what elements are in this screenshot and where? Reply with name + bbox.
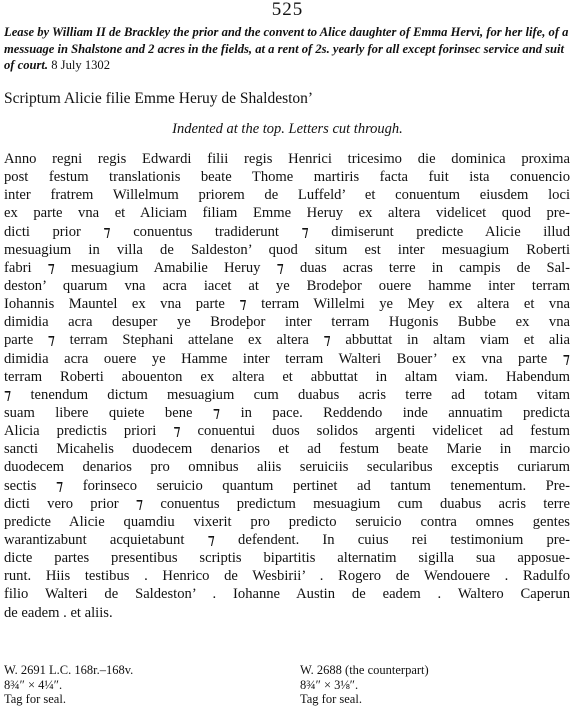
- indented-note: Indented at the top. Letters cut through.: [172, 121, 403, 137]
- page-number: 525: [271, 0, 304, 20]
- charter-text: [4, 150, 570, 622]
- text-line: dicte partes presentibus scriptis bipartitis alternatim sigilla sua apposue-: [4, 550, 570, 567]
- text-line: predicte Alicie quamdiu vixerit pro predicto seruicio contra omnes gentes: [4, 513, 570, 530]
- text-line: parte ⁊ terram Stephani attelane ex altera ⁊ abbuttat in altam viam et alia: [4, 332, 570, 349]
- text-line: Anno regni regis Edwardi filii regis Henrici tricesimo die dominica proxima: [4, 151, 570, 167]
- text-line: de eadem . et aliis.: [4, 604, 113, 621]
- footer-right: [300, 663, 429, 707]
- text-line: filio Walteri de Saldeston’ . Iohanne Austin de eadem . Waltero Caperun: [4, 586, 570, 603]
- text-line: deston’ quarum vna acra iacet at ye Brodeþor ouere hamme inter terram: [4, 277, 570, 294]
- footer-left: [4, 663, 133, 707]
- footer-right-seal: Tag for seal.: [300, 692, 362, 706]
- text-line: mesuagium in villa de Saldeston’ quod situm est inter mesuagium Roberti: [4, 241, 570, 258]
- scriptum-line: Scriptum Alicie filie Emme Heruy de Shaldeston’: [4, 90, 314, 107]
- text-line: suam libere quiete bene ⁊ in pace. Reddendo inde annuatim predicta: [4, 404, 570, 421]
- text-line: ⁊ tenendum dictum mesuagium cum duabus acris terre ad totam vitam: [4, 386, 570, 403]
- text-line: dimidia acra ouere ye Hamme inter terram Walteri Bouer’ ex vna parte ⁊: [4, 350, 570, 367]
- text-line: fabri ⁊ mesuagium Amabilie Heruy ⁊ duas acras terre in campis de Sal-: [4, 259, 570, 276]
- text-line: Alicia predictis priori ⁊ conuentui duos solidos argenti videlicet ad festum: [4, 423, 570, 440]
- heading-text: Lease by William II de Brackley the prior and the convent to Alice daughter of Emma Hervi, for her life, of a messuage in Shalstone and 2 acres in the fields, at a rent of 2s. yearly for all except forinsec service and suit of court.: [4, 25, 569, 72]
- text-line: warantizabunt acquietabunt ⁊ defendent. In cuius rei testimonium pre-: [4, 531, 570, 548]
- text-line: Iohannis Mauntel ex vna parte ⁊ terram Willelmi ye Mey ex altera et vna: [4, 296, 570, 313]
- text-line: post festum translationis beate Thome martiris facta fuit ista conuencio: [4, 169, 570, 186]
- footer-right-ref: W. 2688 (the counterpart): [300, 663, 429, 677]
- text-line: terram Roberti abouenton ex altera et abbuttat in altam viam. Habendum: [4, 368, 570, 385]
- text-line: duodecem denarios pro omnibus aliis seruiciis secularibus exceptis curiarum: [4, 459, 570, 476]
- text-line: inter fratrem Willelmum priorem de Luffeld’ et conuentum eiusdem loci: [4, 187, 570, 204]
- footer-left-ref: W. 2691 L.C. 168r.–168v.: [4, 663, 134, 677]
- text-line: ex parte vna et Aliciam filiam Emme Heruy ex altera videlicet quod pre-: [4, 205, 570, 222]
- text-line: sectis ⁊ forinseco seruicio quantum pertinet ad tantum tenementum. Pre-: [4, 477, 570, 494]
- text-line: dicti vero prior ⁊ conuentus predictum mesuagium cum duabus acris terre: [4, 495, 570, 512]
- footer-left-seal: Tag for seal.: [4, 692, 66, 706]
- text-line: dimidia acra desuper ye Brodeþor inter terram Hugonis Bubbe ex vna: [4, 314, 570, 331]
- footer-right-size: 8¾″ × 3⅛″.: [300, 677, 359, 692]
- footer-left-size: 8¾″ × 4¼″.: [4, 677, 63, 692]
- text-line: sancti Micahelis duodecem denarios et ad festum beate Marie in marcio: [4, 441, 570, 458]
- heading-date: 8 July 1302: [51, 58, 111, 72]
- text-line: runt. Hiis testibus . Henrico de Wesbirii’ . Rogero de Wendouere . Radulfo: [4, 568, 570, 585]
- text-line: dicti prior ⁊ conuentus tradiderunt ⁊ dimiserunt predicte Alicie illud: [4, 223, 570, 240]
- charter-heading: [4, 24, 572, 74]
